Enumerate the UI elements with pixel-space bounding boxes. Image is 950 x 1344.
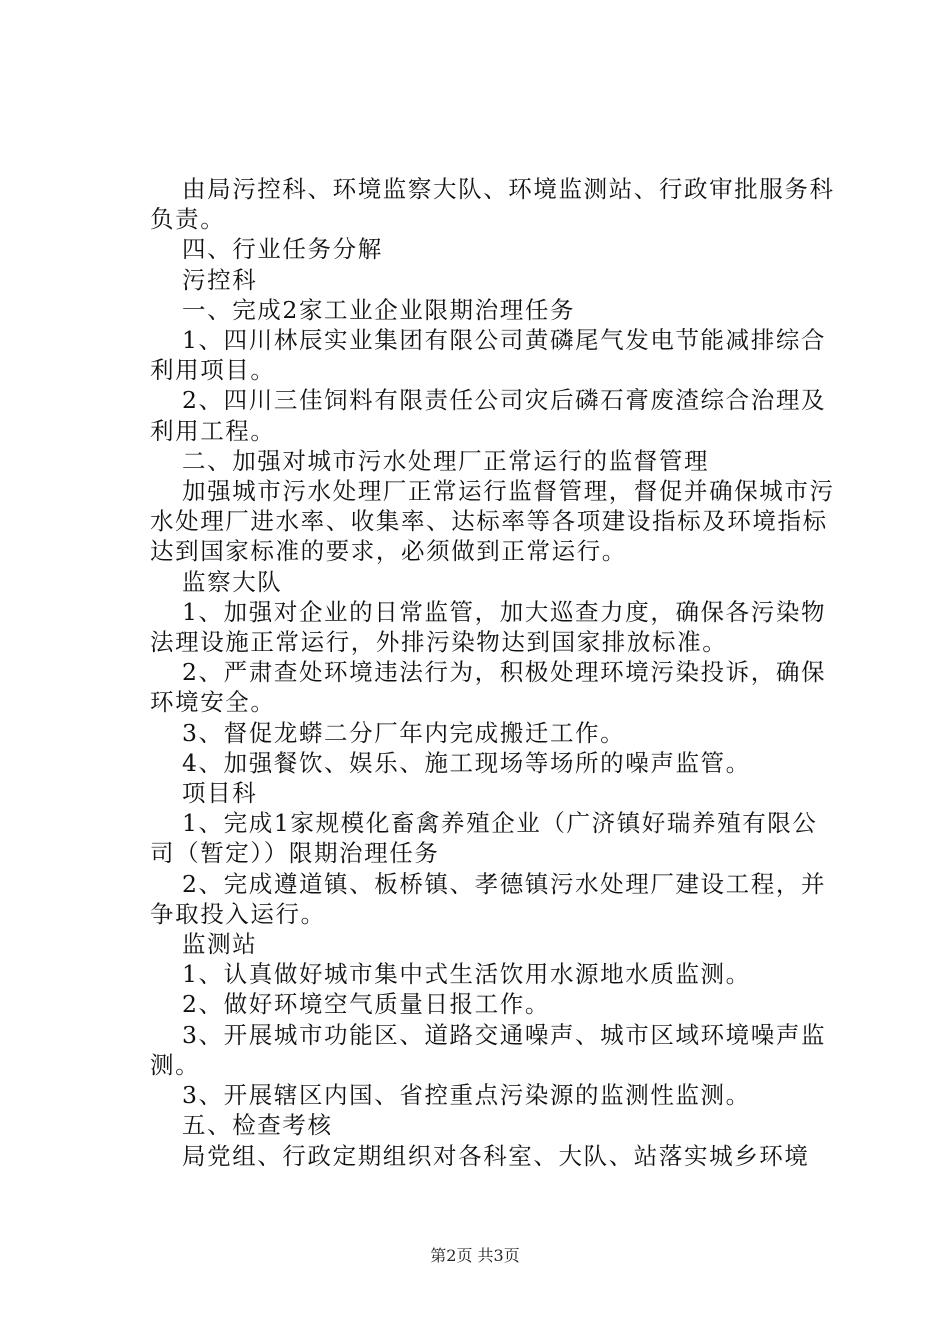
heading-task-breakdown: 四、行业任务分解 bbox=[182, 235, 383, 264]
paragraph-item: 一、完成2家工业企业限期治理任务 bbox=[182, 295, 576, 324]
heading-inspection: 五、检查考核 bbox=[182, 1111, 333, 1140]
paragraph-item: 2、四川三佳饲料有限责任公司灾后磷石膏废渣综合治理及利用工程。 bbox=[150, 386, 827, 445]
paragraph-item: 2、完成遵道镇、板桥镇、孝德镇污水处理厂建设工程，并争取投入运行。 bbox=[150, 869, 827, 928]
heading-monitoring-station: 监测站 bbox=[182, 930, 258, 959]
page-number-footer: 第2页 共3页 bbox=[430, 1246, 520, 1265]
heading-project-section: 项目科 bbox=[182, 779, 258, 808]
document-body bbox=[150, 174, 840, 1171]
paragraph-item: 3、开展辖区内国、省控重点污染源的监测性监测。 bbox=[182, 1081, 751, 1110]
heading-supervision-team: 监察大队 bbox=[182, 567, 283, 596]
paragraph-item: 3、开展城市功能区、道路交通噪声、城市区域环境噪声监测。 bbox=[150, 1020, 827, 1079]
paragraph-item: 1、四川林辰实业集团有限公司黄磷尾气发电节能减排综合利用项目。 bbox=[150, 326, 827, 385]
paragraph-item: 二、加强对城市污水处理厂正常运行的监督管理 bbox=[182, 446, 710, 475]
paragraph-item: 1、加强对企业的日常监管，加大巡查力度，确保各污染物法理设施正常运行，外排污染物达到国家排放标准。 bbox=[150, 597, 827, 657]
paragraph-item: 1、认真做好城市集中式生活饮用水源地水质监测。 bbox=[182, 960, 751, 989]
paragraph-item: 2、做好环境空气质量日报工作。 bbox=[182, 990, 550, 1019]
paragraph-item: 1、完成1家规模化畜禽养殖企业（广济镇好瑞养殖有限公司（暂定））限期治理任务 bbox=[150, 809, 818, 868]
paragraph-responsible: 由局污控科、环境监察大队、环境监测站、行政审批服务科负责。 bbox=[150, 175, 835, 234]
paragraph-item: 4、加强餐饮、娱乐、施工现场等场所的噪声监管。 bbox=[182, 748, 751, 777]
paragraph-item: 局党组、行政定期组织对各科室、大队、站落实城乡环境 bbox=[182, 1141, 810, 1170]
heading-pollution-control: 污控科 bbox=[182, 265, 258, 294]
paragraph-item: 2、严肃查处环境违法行为，积极处理环境污染投诉，确保环境安全。 bbox=[150, 658, 827, 717]
paragraph-item: 3、督促龙蟒二分厂年内完成搬迁工作。 bbox=[182, 718, 626, 747]
paragraph-item: 加强城市污水处理厂正常运行监督管理，督促并确保城市污水处理厂进水率、收集率、达标率等各项建设指标及环境指标达到国家标准的要求，必须做到正常运行。 bbox=[150, 477, 835, 566]
